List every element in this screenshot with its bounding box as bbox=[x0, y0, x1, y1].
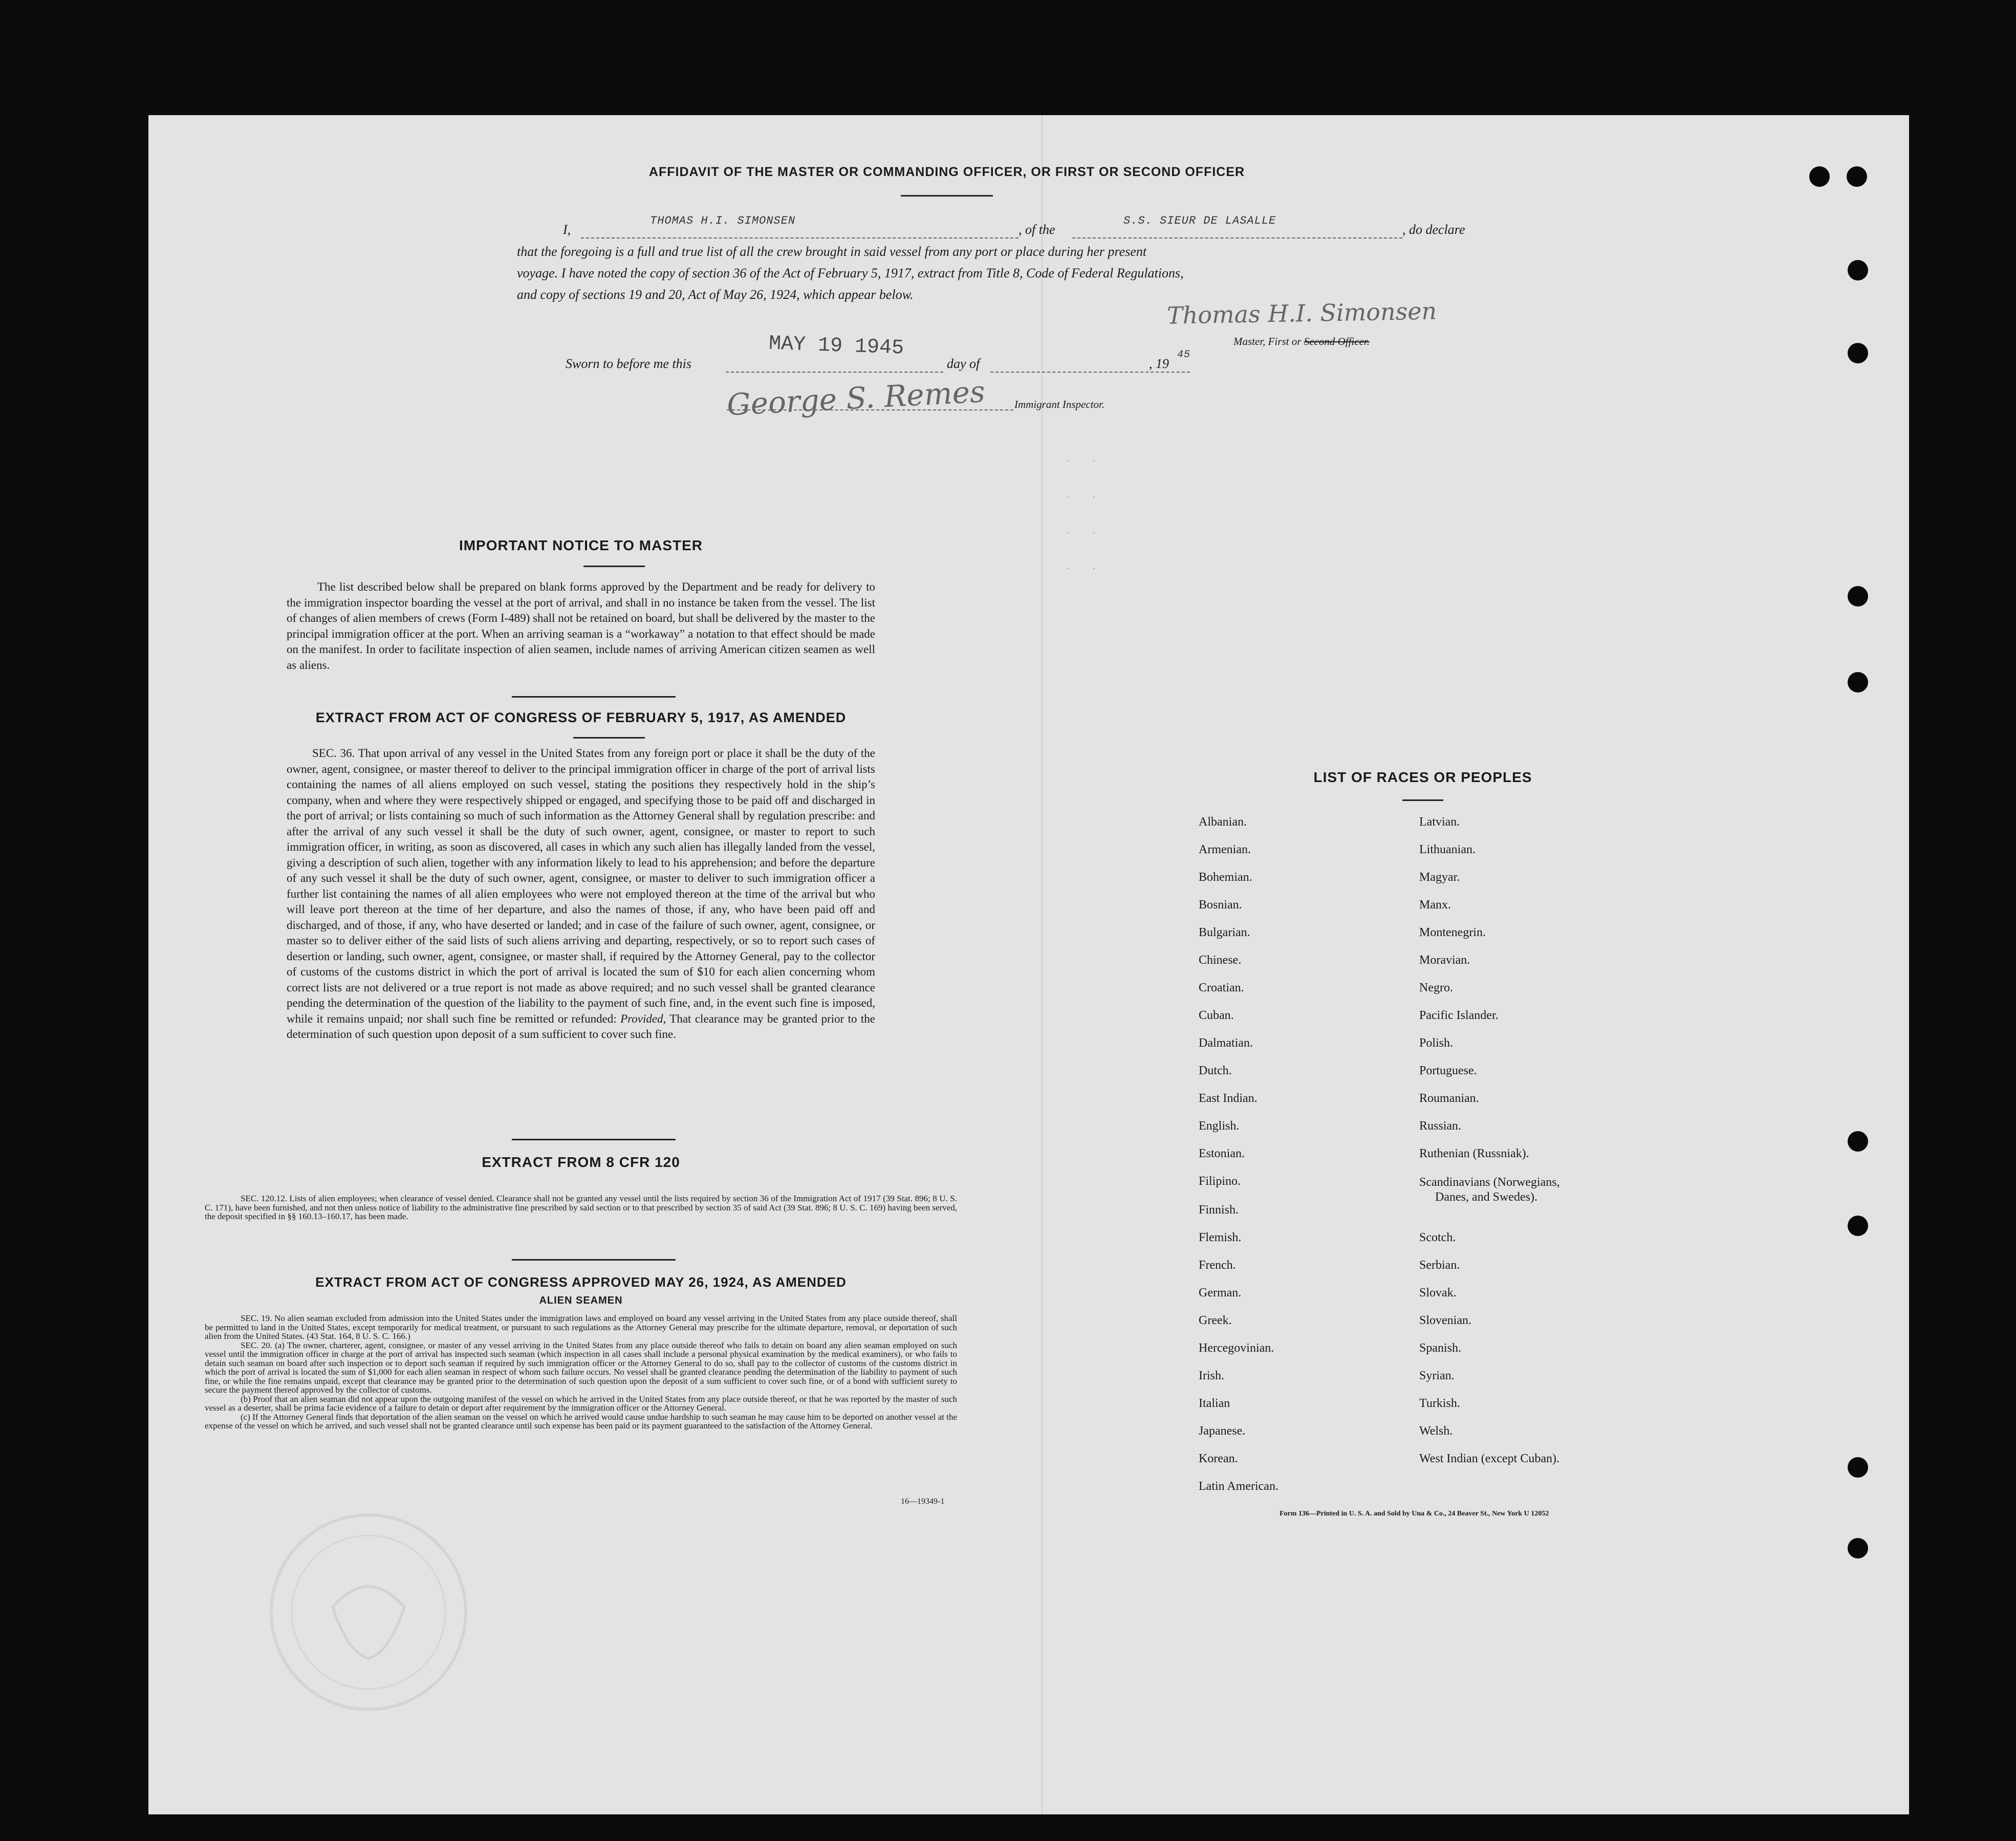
sworn-date-field bbox=[726, 356, 943, 373]
divider bbox=[573, 737, 645, 739]
race-item: French. bbox=[1199, 1259, 1236, 1272]
affidavit-line4: and copy of sections 19 and 20, Act of May 26, 1924, which appear below. bbox=[517, 287, 914, 302]
race-item: Negro. bbox=[1419, 981, 1453, 994]
race-item: Russian. bbox=[1419, 1119, 1462, 1133]
race-item: Greek. bbox=[1199, 1314, 1232, 1327]
race-item: Cuban. bbox=[1199, 1009, 1234, 1022]
race-item: West Indian (except Cuban). bbox=[1419, 1452, 1559, 1465]
race-item: English. bbox=[1199, 1119, 1240, 1133]
race-item: Portuguese. bbox=[1419, 1064, 1477, 1077]
races-title: LIST OF RACES OR PEOPLES bbox=[1313, 769, 1532, 785]
divider bbox=[512, 696, 676, 698]
race-item: Korean. bbox=[1199, 1452, 1238, 1465]
master-name: THOMAS H.I. SIMONSEN bbox=[650, 214, 796, 227]
race-item: Bohemian. bbox=[1199, 871, 1252, 884]
race-item: Croatian. bbox=[1199, 981, 1244, 994]
punch-hole bbox=[1848, 260, 1868, 280]
inspector-signature: George S. Remes bbox=[726, 374, 986, 423]
faint-marks: . . bbox=[1067, 525, 1105, 536]
notice-text: The list described below shall be prepared on blank forms approved by the Department and be ready for delivery to the immigration inspector boarding the vessel at the port of arrival, and shall in no instance be taken from the vessel. The list of changes of alien members of crews (Form I-489) shall not be retained on board, but shall be delivered by the master to the principal immigration officer at the port. When an arriving seaman is a “workaway” a notation to that effect should be made on the manifest. In order to facilitate inspection of alien seamen, include names of arriving American citizen seamen as well as aliens. bbox=[287, 580, 875, 672]
faint-marks: . . bbox=[1067, 560, 1105, 572]
master-name-field bbox=[581, 222, 1018, 239]
notice-title: IMPORTANT NOTICE TO MASTER bbox=[459, 537, 703, 553]
race-item: East Indian. bbox=[1199, 1092, 1258, 1105]
race-item: Finnish. bbox=[1199, 1203, 1239, 1217]
race-item: Japanese. bbox=[1199, 1424, 1246, 1438]
affidavit-line2: that the foregoing is a full and true list of all the crew brought in said vessel from any port or place during her present bbox=[517, 244, 1147, 259]
extract-1924-subtitle: ALIEN SEAMEN bbox=[539, 1295, 623, 1306]
affidavit-title: AFFIDAVIT OF THE MASTER OR COMMANDING OFFICER, OR FIRST OR SECOND OFFICER bbox=[648, 165, 1245, 179]
race-item: Polish. bbox=[1419, 1036, 1454, 1050]
extract-cfr-title: EXTRACT FROM 8 CFR 120 bbox=[482, 1154, 680, 1170]
race-item: Slovenian. bbox=[1419, 1314, 1471, 1327]
do-declare-label: , do declare bbox=[1402, 222, 1465, 237]
race-item: Armenian. bbox=[1199, 843, 1251, 856]
race-item: Serbian. bbox=[1419, 1259, 1460, 1272]
race-item: Latin American. bbox=[1199, 1480, 1278, 1493]
master-signature-caption bbox=[1233, 335, 1370, 348]
affidavit-line3: voyage. I have noted the copy of section 36 of the Act of February 5, 1917, extract from Title 8, Code of Federal Regulations, bbox=[517, 266, 1184, 280]
punch-hole bbox=[1848, 1216, 1868, 1236]
race-item: Spanish. bbox=[1419, 1341, 1462, 1355]
extract-1924-title: EXTRACT FROM ACT OF CONGRESS APPROVED MAY 26, 1924, AS AMENDED bbox=[315, 1274, 847, 1290]
sworn-line bbox=[512, 332, 1228, 377]
race-item: Dalmatian. bbox=[1199, 1036, 1253, 1050]
race-item: Syrian. bbox=[1419, 1369, 1455, 1382]
race-item: Ruthenian (Russniak). bbox=[1419, 1147, 1529, 1160]
inspector-caption: Immigrant Inspector. bbox=[1014, 398, 1105, 410]
caption-text: Master, First or bbox=[1233, 335, 1304, 348]
race-item: Turkish. bbox=[1419, 1397, 1460, 1410]
sec36-text: SEC. 36. That upon arrival of any vessel in the United States from any foreign port or place it shall be the duty of the owner, agent, consignee, or master thereof to deliver to the principal immigration officer in charge of the port of arrival lists containing the names of all aliens employed on such vessel, stating the positions they respectively hold in the ship’s company, when and where they were respectively shipped or engaged, and specifying those to be paid off and discharged in the port of arrival; or lists containing so much of such information as the Attorney General shall by regulation prescribe: and after the arrival of any such vessel it shall be the duty of such owner, agent, consignee, or master to report to such immigration officer, in writing, as soon as discovered, all cases in which any such alien has illegally landed from the vessel, giving a description of such alien, together with any information likely to lead to his apprehension; and before the departure of any such vessel it shall be the duty of such owner, agent, consignee, or master to deliver to such immigration officer a further list containing the names of all alien employees who were not employed thereon at the time of the arrival but who will leave port thereon at the time of her departure, and also the names of those, if any, who have been paid off and discharged, and of those, if any, who have deserted or landed; and in case of the failure of such owner, agent, consignee, or master so to deliver either of the said lists of such aliens arriving and departing, respectively, or so to report such cases of desertion or landing, such owner, agent, consignee, or master shall, if required by the Attorney General, pay to the collector of customs of the customs district in which the port of arrival is located the sum of $10 for each alien concerning whom correct lists are not delivered or a true report is not made as above required; and no such vessel shall be granted clearance pending the determination of the question of the liability to the payment of such fine, and, in the event such fine is imposed, while it remains unpaid; nor shall such fine be remitted or refunded: bbox=[287, 747, 875, 1025]
affidavit-line1 bbox=[512, 214, 1494, 241]
caption-struck: Second Officer. bbox=[1304, 335, 1370, 348]
race-item: Hercegovinian. bbox=[1199, 1341, 1274, 1355]
race-item: Bosnian. bbox=[1199, 898, 1242, 912]
race-item: Bulgarian. bbox=[1199, 926, 1250, 939]
race-item: Roumanian. bbox=[1419, 1092, 1479, 1105]
vessel-name: S.S. SIEUR DE LASALLE bbox=[1123, 214, 1276, 227]
sworn-label: Sworn to before me this bbox=[566, 356, 692, 371]
sec20a-text: SEC. 20. (a) The owner, charterer, agent, consignee, or master of any vessel arriving in the United States from any place outside thereof who fails to detain on board any alien seaman employed on such vessel until the immigration officer in charge at the port of arrival has inspected such seaman (which inspection in all cases shall include a personal physical examination by the medical examiners), or who fails to detain such seaman on board after such inspection or to deport such seaman if required by such immigration officer or the Attorney General to do so, shall pay to the collector of customs of the customs district in which the port of arrival is located the sum of $1,000 for each alien seaman in respect of whom such failure occurs. No vessel shall be granted clearance pending the determination of the liability to payment of such fine, or while the fine remains unpaid, except that clearance may be granted prior to the determination of such question upon the deposit of a sum sufficient to cover such fine, or of a bond with sufficient surety to secure the payment thereof approved by the collector of customs. bbox=[205, 1340, 957, 1395]
faint-marks: . . bbox=[1067, 453, 1105, 464]
sec36-text-end: That clearance may be granted prior to the determination of such question upon deposit of a sum sufficient to cover such fine. bbox=[287, 1012, 875, 1041]
race-item: Pacific Islander. bbox=[1419, 1009, 1499, 1022]
sec20b-text: (b) Proof that an alien seaman did not appear upon the outgoing manifest of the vessel on which he arrived in the United States from any place outside thereof, or that he was reported by the master of such vessel as a deserter, shall be prima facie evidence of a failure to detain or deport after requirement by the immigration officer or the Attorney General. bbox=[205, 1394, 957, 1413]
race-item: Montenegrin. bbox=[1419, 926, 1486, 939]
year-suffix: 45 bbox=[1177, 349, 1191, 361]
sec19-text: SEC. 19. No alien seaman excluded from admission into the United States under the immigration laws and employed on board any vessel arriving in the United States from any place outside thereof, shall be permitted to land in the United States, except temporarily for medical treatment, or pursuant to such regulations as the Attorney General may prescribe for the ultimate departure, removal, or deportation of such alien from the United States. (43 Stat. 164, 8 U. S. C. 166.) bbox=[205, 1313, 957, 1341]
race-item: Lithuanian. bbox=[1419, 843, 1476, 856]
divider bbox=[583, 566, 645, 567]
i-label: I, bbox=[563, 222, 571, 237]
extract-cfr-text: SEC. 120.12. Lists of alien employees; when clearance of vessel denied. Clearance shall not be granted any vessel until the lists required by section 36 of the Immigration Act of 1917 (39 Stat. 896; 8 U. S. C. 171), have been furnished, and not then unless notice of liability to the administrative fine prescribed by said section or to that prescribed by section 35 of said Act (39 Stat. 896; 8 U. S. C. 169) having been served, the deposit specified in §§ 160.13–160.17, has been made. bbox=[205, 1194, 957, 1221]
sec20c-text: (c) If the Attorney General finds that deportation of the alien seaman on the vessel on which he arrived would cause undue hardship to such seaman he may cause him to be deported on another vessel at the expense of the vessel on which he arrived, and such vessel shall not be granted clearance until such expense has been paid or its payment guaranteed to the satisfaction of the Attorney General. bbox=[205, 1412, 957, 1431]
divider bbox=[1402, 799, 1443, 801]
race-item: Moravian. bbox=[1419, 954, 1470, 967]
race-item: Latvian. bbox=[1419, 815, 1460, 829]
race-item: Danes, and Swedes). bbox=[1435, 1190, 1537, 1204]
race-item: Flemish. bbox=[1199, 1231, 1242, 1244]
punch-hole bbox=[1848, 1538, 1868, 1558]
race-item: Italian bbox=[1199, 1397, 1230, 1410]
punch-hole bbox=[1848, 343, 1868, 363]
printer-footer: Form 136—Printed in U. S. A. and Sold by Una & Co., 24 Beaver St., New York U 12052 bbox=[1280, 1510, 1549, 1518]
inspector-field bbox=[727, 394, 1013, 410]
race-item: Dutch. bbox=[1199, 1064, 1232, 1077]
extract-1917-title: EXTRACT FROM ACT OF CONGRESS OF FEBRUARY 5, 1917, AS AMENDED bbox=[315, 710, 847, 725]
embossed-seal bbox=[261, 1505, 476, 1720]
race-item: Magyar. bbox=[1419, 871, 1460, 884]
race-item: German. bbox=[1199, 1286, 1242, 1299]
punch-hole bbox=[1848, 1131, 1868, 1152]
extract-1924-text bbox=[205, 1314, 957, 1431]
divider bbox=[512, 1259, 676, 1261]
form-number: 16—19349-1 bbox=[901, 1497, 945, 1506]
race-item: Welsh. bbox=[1419, 1424, 1453, 1438]
punch-hole bbox=[1809, 166, 1830, 187]
faint-marks: . . bbox=[1067, 489, 1105, 500]
race-item: Albanian. bbox=[1199, 815, 1247, 829]
divider bbox=[512, 1139, 676, 1140]
date-stamp: MAY 19 1945 bbox=[768, 332, 904, 360]
race-item: Manx. bbox=[1419, 898, 1451, 912]
race-item: Chinese. bbox=[1199, 954, 1242, 967]
punch-hole bbox=[1848, 586, 1868, 607]
race-item: Irish. bbox=[1199, 1369, 1224, 1382]
day-of-label: day of bbox=[947, 356, 980, 371]
extract-1917-text bbox=[287, 746, 875, 1043]
race-item: Filipino. bbox=[1199, 1175, 1241, 1188]
divider bbox=[901, 195, 993, 197]
provided-word: Provided, bbox=[620, 1012, 666, 1025]
race-item: Scotch. bbox=[1419, 1231, 1456, 1244]
race-item: Scandinavians (Norwegians, bbox=[1419, 1176, 1560, 1189]
master-signature: Thomas H.I. Simonsen bbox=[1166, 297, 1437, 330]
punch-hole bbox=[1847, 166, 1867, 187]
year-prefix: , 19 bbox=[1149, 356, 1169, 371]
race-item: Estonian. bbox=[1199, 1147, 1245, 1160]
race-item: Slovak. bbox=[1419, 1286, 1457, 1299]
punch-hole bbox=[1848, 672, 1868, 692]
of-the-label: , of the bbox=[1018, 222, 1055, 237]
punch-hole bbox=[1848, 1457, 1868, 1478]
